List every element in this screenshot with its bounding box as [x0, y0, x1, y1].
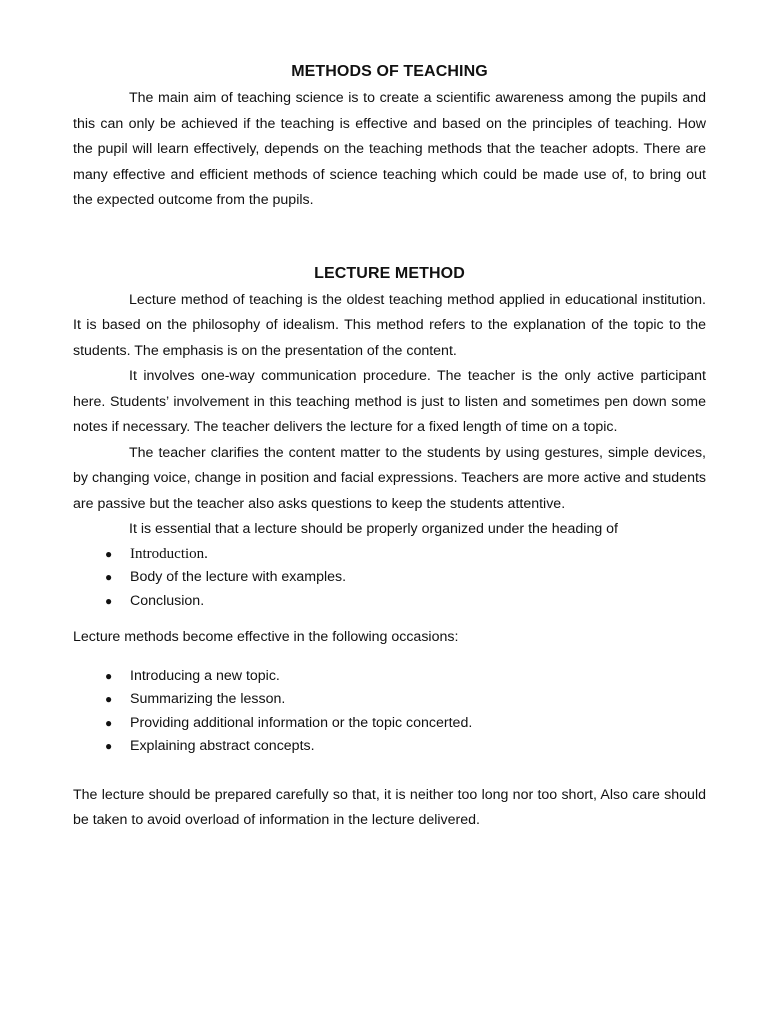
- bullet-icon: ●: [105, 570, 113, 584]
- bullet-icon: ●: [105, 593, 113, 608]
- list-item: [73, 543, 706, 567]
- occasions-list: [73, 665, 706, 759]
- list-item-text: Introduction.: [130, 545, 208, 562]
- section-heading-lecture: LECTURE METHOD: [314, 264, 465, 282]
- list-item-text: Conclusion.: [130, 592, 205, 609]
- occasions-intro: Lecture methods become effective in the following occasions:: [73, 629, 459, 645]
- list-item: [73, 735, 706, 759]
- list-item-text: Providing additional information or the topic concerted.: [130, 714, 473, 731]
- list-item: [73, 665, 706, 689]
- list-item-text: Body of the lecture with examples.: [130, 569, 347, 585]
- list-item-text: Introducing a new topic.: [130, 667, 280, 684]
- bullet-icon: ●: [105, 668, 113, 683]
- lecture-paragraph-4: It is essential that a lecture should be properly organized under the heading of: [129, 521, 618, 537]
- list-item-text: Summarizing the lesson.: [130, 691, 286, 707]
- bullet-icon: ●: [105, 715, 113, 730]
- lecture-headings-list: [73, 543, 706, 614]
- list-item: [73, 712, 706, 736]
- list-item: [73, 590, 706, 614]
- section-spacer: [73, 214, 706, 260]
- lecture-paragraph-1: Lecture method of teaching is the oldest teaching method applied in educational institution. It is based on the philosophy of idealism. This method refers to the explanation of the topic to the students. The emphasis is on the presentation of the content.: [73, 291, 706, 359]
- spacer: [73, 613, 706, 625]
- lecture-paragraph-2: It involves one-way communication procedure. The teacher is the only active participant here. Students’ involvement in this teaching method is just to listen and sometimes pen down some notes if necessary. The teacher delivers the lecture for a fixed length of time on a topic.: [73, 368, 706, 435]
- list-item: [73, 566, 706, 590]
- bullet-icon: ●: [105, 546, 113, 561]
- spacer: [73, 651, 706, 665]
- page-title: METHODS OF TEACHING: [291, 63, 488, 80]
- closing-paragraph: The lecture should be prepared carefully so that, it is neither too long nor too short, Also care should be taken to avoid overload of information in the lecture delivered.: [73, 786, 706, 828]
- spacer: [73, 759, 706, 783]
- list-item: [73, 688, 706, 712]
- lecture-paragraph-3: The teacher clarifies the content matter to the students by using gestures, simple devices, by changing voice, change in position and facial expressions. Teachers are more active and students are passive but the teacher also asks questions to keep the students attentive.: [73, 444, 706, 512]
- bullet-icon: ●: [105, 692, 113, 706]
- bullet-icon: ●: [105, 739, 113, 753]
- intro-paragraph: The main aim of teaching science is to create a scientific awareness among the pupils and this can only be achieved if the teaching is effective and based on the principles of teaching. How the pupil will learn effectively, depends on the teaching methods that the teacher adopts. There are many effective and efficient methods of science teaching which could be made use of, to bring out the expected outcome from the pupils.: [73, 90, 706, 208]
- list-item-text: Explaining abstract concepts.: [130, 738, 315, 754]
- document-page: [73, 58, 706, 834]
